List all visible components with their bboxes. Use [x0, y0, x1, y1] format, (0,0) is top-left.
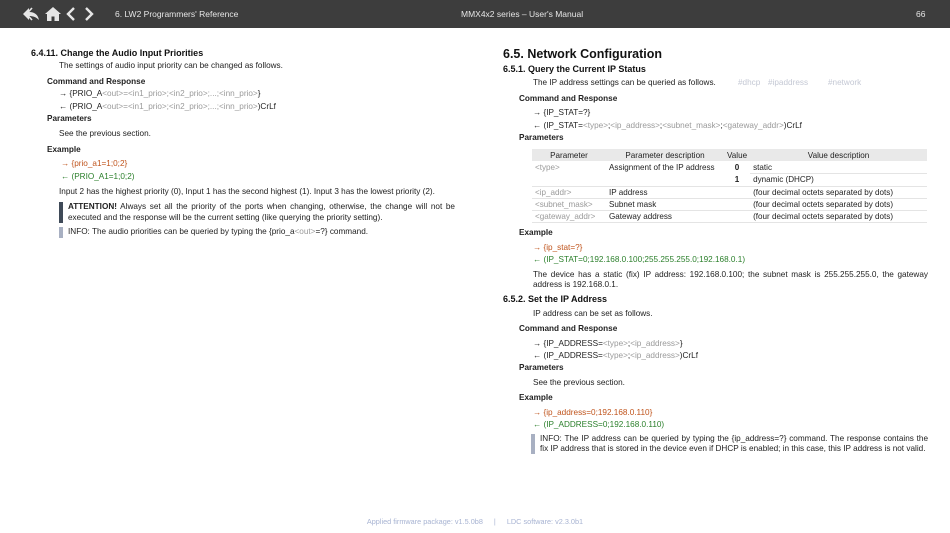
example-response-set-ip: ← (IP_ADDRESS=0;192.168.0.110) [533, 420, 665, 430]
command-heading: Command and Response [47, 76, 146, 86]
tag-network[interactable]: #network [828, 78, 862, 88]
software-version: LDC software: v2.3.0b1 [506, 517, 584, 526]
parameters-text: See the previous section. [59, 129, 151, 139]
col-header-value-desc: Value description [750, 149, 927, 161]
next-page-icon[interactable] [82, 4, 96, 24]
response-ip-stat: ← (IP_STAT=<type>;<ip_address>;<subnet_mask>;<gateway_addr>)CrLf [533, 120, 802, 130]
command-ip-stat: → {IP_STAT=?} [533, 108, 591, 118]
chapter-title[interactable]: 6. LW2 Programmers' Reference [115, 9, 239, 19]
table-row: <gateway_addr> Gateway address (four decimal octets separated by dots) [532, 211, 927, 223]
command-heading-set-ip: Command and Response [519, 324, 618, 334]
subsection-query-ip: 6.5.1. Query the Current IP Status [503, 64, 646, 74]
previous-page-icon[interactable] [64, 4, 78, 24]
query-intro: The IP address settings can be queried as follows. #dhcp #ipaddress #network [533, 77, 928, 89]
set-ip-intro: IP address can be set as follows. [533, 308, 653, 318]
example-explanation: Input 2 has the highest priority (0), Input 1 has the second highest (1). Input 3 has the lowest priority (2). [59, 187, 435, 197]
parameters-heading-ip-stat: Parameters [519, 133, 564, 143]
firmware-version: Applied firmware package: v1.5.0b8 [366, 517, 483, 526]
subsection-set-ip: 6.5.2. Set the IP Address [503, 294, 608, 305]
col-header-parameter: Parameter [532, 149, 606, 161]
command-set-ip: → {IP_ADDRESS=<type>;<ip_address>} [533, 338, 683, 348]
right-column [503, 40, 928, 454]
table-row: <type> Assignment of the IP address 0 static [532, 161, 927, 173]
table-header-row [532, 149, 927, 161]
manual-title: MMX4x2 series – User's Manual [461, 9, 584, 19]
top-navigation-bar [0, 0, 950, 28]
response-set-ip: ← (IP_ADDRESS=<type>;<ip_address>)CrLf [533, 351, 698, 361]
example-response-ip-stat: ← (IP_STAT=0;192.168.0.100;255.255.255.0;192.168.0.1) [533, 255, 746, 265]
tag-dhcp[interactable]: #dhcp [738, 78, 761, 88]
col-header-value: Value [724, 149, 750, 161]
page-number: 66 [916, 9, 926, 19]
info-bar [59, 227, 63, 237]
section-heading-audio-priorities: 6.4.11. Change the Audio Input Priorities [31, 48, 204, 58]
example-heading: Example [47, 144, 81, 154]
info-note: INFO: The audio priorities can be queried by typing the {prio_a<out>=?} command. [59, 227, 455, 237]
col-header-param-desc: Parameter description [606, 149, 724, 161]
footer [0, 517, 950, 526]
example-heading-set-ip: Example [519, 393, 553, 403]
footer-separator: | [493, 517, 496, 526]
example-explanation-ip-stat: The device has a static (fix) IP address: 192.168.0.100; the subnet mask is 255.255.255.0, the gateway address is 192.168.0.1. [533, 269, 928, 290]
attention-bar [59, 202, 63, 223]
parameters-heading-set-ip: Parameters [519, 363, 564, 373]
parameters-table [532, 149, 927, 223]
section-heading-network: 6.5. Network Configuration [503, 47, 663, 61]
example-heading-ip-stat: Example [519, 228, 553, 238]
attention-note: ATTENTION! Always set all the priority of the ports when changing, otherwise, the change will not be executed and the response will be the current setting (like querying the priority setting). [59, 202, 455, 223]
info-bar [531, 434, 535, 455]
command-heading-ip-stat: Command and Response [519, 93, 618, 103]
left-column [31, 40, 455, 238]
command-line: → {PRIO_A<out>=<in1_prio>;<in2_prio>;...;<inn_prio>} [59, 89, 261, 99]
example-command: → {prio_a1=1;0;2} [61, 159, 128, 169]
table-row: <subnet_mask> Subnet mask (four decimal octets separated by dots) [532, 198, 927, 210]
example-command-ip-stat: → {ip_stat=?} [533, 242, 583, 252]
example-response: ← (PRIO_A1=1;0;2) [61, 171, 135, 181]
back-history-icon[interactable] [22, 4, 42, 24]
example-command-set-ip: → {ip_address=0;192.168.0.110} [533, 407, 653, 417]
parameters-text-set-ip: See the previous section. [533, 377, 625, 387]
tag-ipaddress[interactable]: #ipaddress [768, 78, 809, 88]
response-line: ← (PRIO_A<out>=<in1_prio>;<in2_prio>;...;<inn_prio>)CrLf [59, 101, 276, 111]
info-note-ip: INFO: The IP address can be queried by typing the {ip_address=?} command. The response contains the fix IP address that is stored in the device even if DHCP is enabled; in this case, this IP address is not valid. [531, 434, 928, 455]
intro-text: The settings of audio input priority can be changed as follows. [59, 61, 283, 71]
table-row: 1 dynamic (DHCP) [532, 174, 927, 186]
home-icon[interactable] [44, 4, 62, 24]
parameters-heading: Parameters [47, 114, 92, 124]
table-row: <ip_addr> IP address (four decimal octets separated by dots) [532, 186, 927, 198]
